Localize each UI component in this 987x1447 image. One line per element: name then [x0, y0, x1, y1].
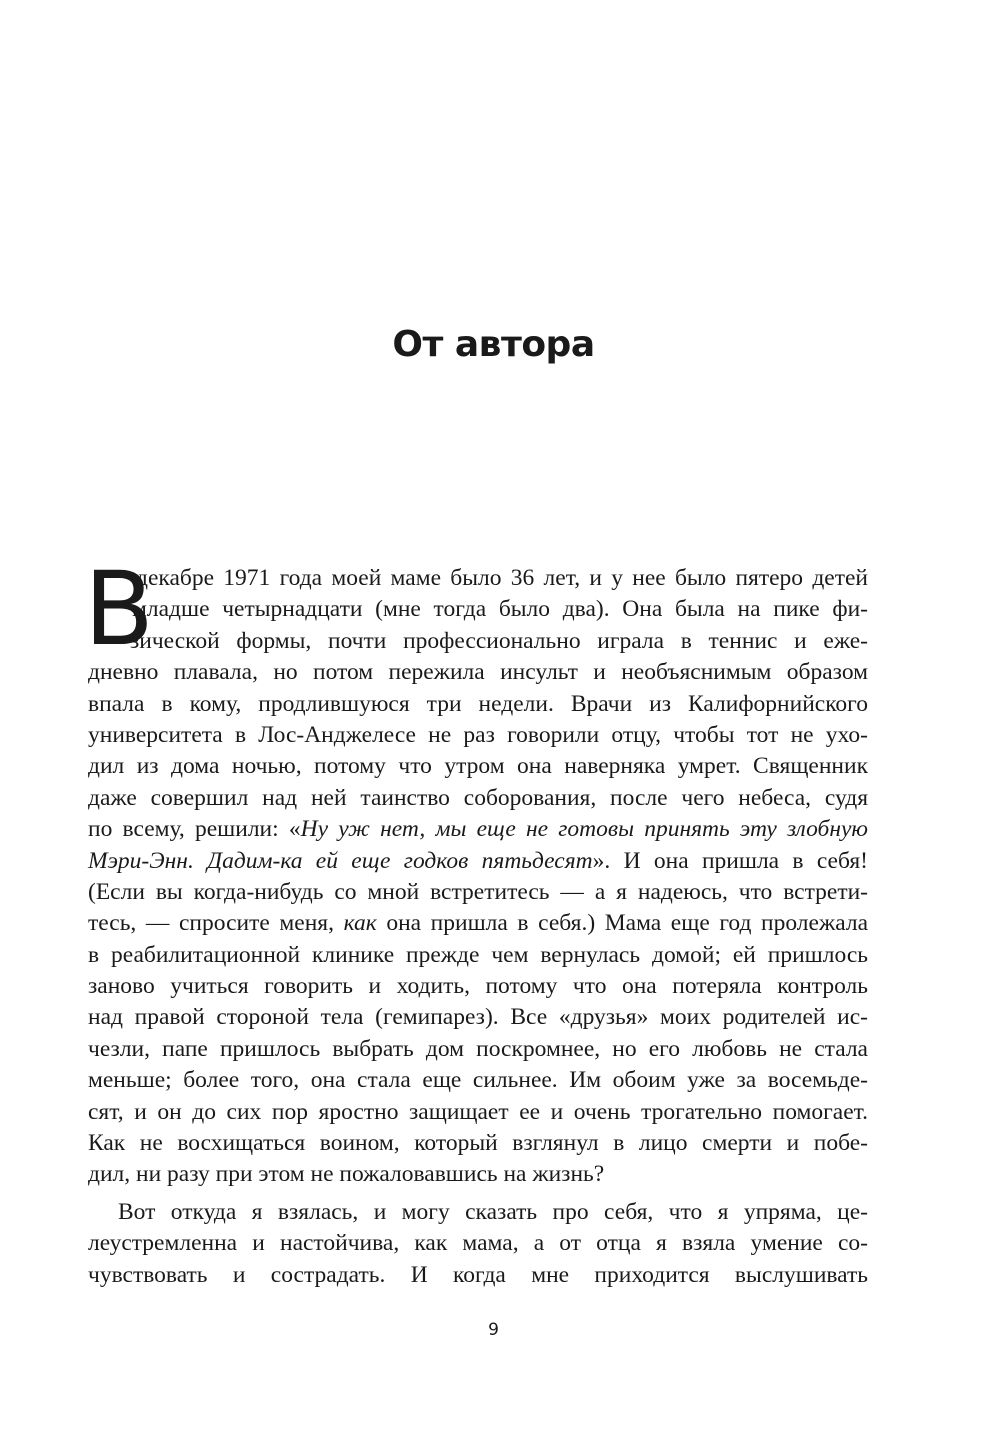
paragraph-1 [84, 550, 868, 1191]
text-line: Как не восхищаться воином, который взглянул в лицо смерти и побе- [88, 1130, 868, 1157]
text-line: чувствовать и сострадать. И когда мне приходится выслушивать [88, 1261, 868, 1288]
text-line: дил из дома ночью, потому что утром она наверняка умрет. Священник [88, 753, 868, 780]
text-line: Вот откуда я взялась, и могу сказать про себя, что я упряма, це- [118, 1198, 868, 1225]
drop-cap: В [84, 550, 154, 669]
text-line: декабре 1971 года моей маме было 36 лет, и у нее было пятеро детей [136, 565, 868, 591]
text-line: зической формы, почти профессионально играла в теннис и еже- [130, 627, 868, 654]
chapter-title: От автора [392, 324, 595, 365]
text-line: над правой стороной тела (гемипарез). Все «друзья» моих родителей ис- [88, 1004, 868, 1031]
page-number: 9 [488, 1320, 499, 1340]
text-line: университета в Лос-Анджелесе не раз говорили отцу, чтобы тот не ухо- [88, 721, 868, 748]
body-text [84, 550, 868, 1291]
text-line: сят, и он до сих пор яростно защищает ее и очень трогательно помогает. [88, 1098, 868, 1125]
text-line: чезли, папе пришлось выбрать дом поскромнее, но его любовь не стала [88, 1035, 868, 1062]
text-line: заново учиться говорить и ходить, потому что она потеряла контроль [88, 973, 868, 1000]
text-segment: по всему, решили: « [88, 816, 301, 843]
text-segment: тесь, — спросите меня, [88, 910, 344, 937]
paragraph-2 [88, 1197, 868, 1291]
text-line: в реабилитационной клинике прежде чем вернулась домой; ей пришлось [88, 941, 868, 968]
text-segment: она пришла в себя.) Мама еще год пролежала [376, 910, 868, 937]
italic-quote: Мэри-Энн. Дадим-ка ей еще годков пятьдесят [88, 847, 593, 874]
text-line: дил, ни разу при этом не пожаловавшись на жизнь? [88, 1161, 605, 1188]
italic-word: как [343, 910, 377, 937]
text-line: меньше; более того, она стала еще сильнее. Им обоим уже за восемьде- [88, 1067, 868, 1094]
text-line: дневно плавала, но потом пережила инсульт и необъяснимым образом [88, 659, 868, 686]
text-line: (Если вы когда-нибудь со мной встретитесь — а я надеюсь, что встрети- [88, 878, 868, 905]
text-line: младше четырнадцати (мне тогда было два). Она была на пике фи- [132, 596, 868, 623]
text-line: впала в кому, продлившуюся три недели. Врачи из Калифорнийского [88, 690, 868, 717]
text-line [88, 908, 868, 939]
text-line [88, 846, 868, 877]
text-line: даже совершил над ней таинство соборования, после чего небеса, судя [88, 784, 868, 811]
text-segment: ». И она пришла в себя! [592, 847, 868, 874]
italic-quote: Ну уж нет, мы еще не готовы принять эту злобную [300, 816, 868, 843]
text-line [88, 814, 868, 845]
text-line: леустремленна и настойчива, как мама, а от отца я взяла умение со- [88, 1230, 868, 1257]
